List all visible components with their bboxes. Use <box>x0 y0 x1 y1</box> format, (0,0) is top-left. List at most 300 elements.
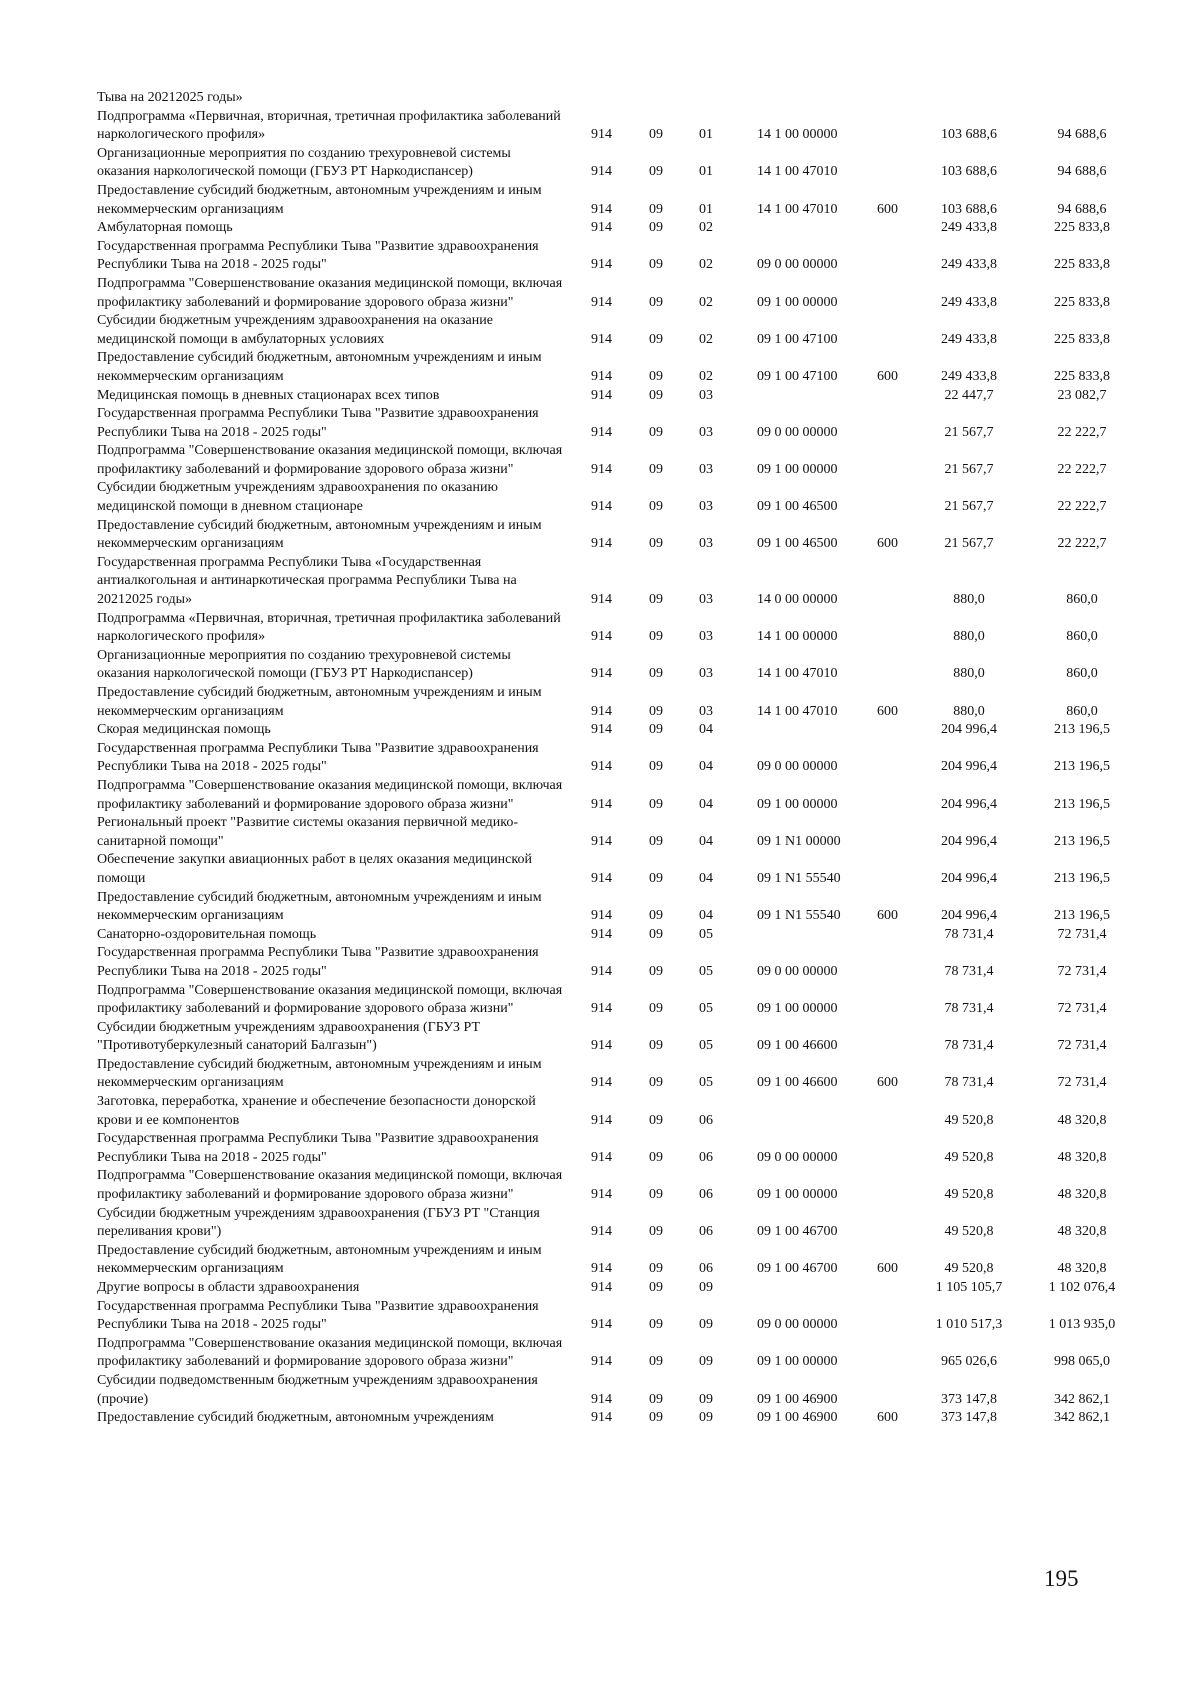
subsection-code-cell: 04 <box>699 833 713 849</box>
amount-year1-cell: 49 520,8 <box>944 1112 994 1128</box>
amount-year1-cell: 204 996,4 <box>941 870 997 886</box>
table-row <box>97 944 1132 981</box>
subsection-code-cell: 04 <box>699 870 713 886</box>
amount-year2-cell: 225 833,8 <box>1054 294 1110 310</box>
row-description: Медицинская помощь в дневных стационарах всех типов <box>97 387 440 403</box>
table-row <box>97 740 1132 777</box>
subsection-code-cell: 05 <box>699 1001 713 1017</box>
row-description: Субсидии бюджетным учреждениям здравоохранения по оказанию медицинской помощи в дневном стационаре <box>97 480 498 515</box>
amount-year2-cell: 225 833,8 <box>1054 368 1110 384</box>
amount-year1-cell: 49 520,8 <box>944 1149 994 1165</box>
subsection-code-cell: 05 <box>699 926 713 942</box>
row-description: Обеспечение закупки авиационных работ в целях оказания медицинской помощи <box>97 852 532 886</box>
target-article-cell: 14 0 00 00000 <box>757 592 838 608</box>
row-description: Подпрограмма «Первичная, вторичная, третичная профилактика заболеваний наркологического профиля» <box>97 610 561 645</box>
ministry-code-cell: 914 <box>591 796 612 812</box>
ministry-code-cell: 914 <box>591 461 612 477</box>
table-row <box>97 554 1132 610</box>
target-article-cell: 09 0 00 00000 <box>757 759 838 775</box>
section-code-cell: 09 <box>649 1112 663 1128</box>
amount-year1-cell: 78 731,4 <box>944 1001 994 1017</box>
table-row <box>97 777 1132 814</box>
amount-year1-cell: 103 688,6 <box>941 201 997 217</box>
subsection-code-cell: 02 <box>699 331 713 347</box>
section-code-cell: 09 <box>649 331 663 347</box>
table-row <box>97 442 1132 479</box>
ministry-code-cell: 914 <box>591 926 612 942</box>
ministry-code-cell: 914 <box>591 164 612 180</box>
row-description: Другие вопросы в области здравоохранения <box>97 1280 360 1295</box>
row-description: Предоставление субсидий бюджетным, автономным учреждениям и иным некоммерческим организациям <box>97 889 542 924</box>
section-code-cell: 09 <box>649 461 663 477</box>
table-row <box>97 387 1132 406</box>
section-code-cell: 09 <box>649 1317 663 1333</box>
subsection-code-cell: 05 <box>699 963 713 979</box>
row-description: Государственная программа Республики Тыва "Развитие здравоохранения Республики Тыва на 2018 - 2025 годы" <box>97 406 539 440</box>
subsection-code-cell: 09 <box>699 1280 713 1295</box>
page-number: 195 <box>1044 1566 1079 1591</box>
expense-type-cell: 600 <box>877 1410 898 1426</box>
amount-year2-cell: 213 196,5 <box>1054 870 1110 886</box>
amount-year1-cell: 880,0 <box>953 592 985 608</box>
subsection-code-cell: 03 <box>699 703 713 719</box>
amount-year2-cell: 225 833,8 <box>1054 331 1110 347</box>
subsection-code-cell: 03 <box>699 629 713 645</box>
target-article-cell: 09 0 00 00000 <box>757 1149 838 1165</box>
subsection-code-cell: 02 <box>699 220 713 236</box>
table-row <box>97 1335 1132 1372</box>
amount-year2-cell: 48 320,8 <box>1057 1112 1107 1128</box>
table-row <box>97 610 1132 647</box>
target-article-cell: 09 1 00 47100 <box>757 368 838 384</box>
subsection-code-cell: 02 <box>699 294 713 310</box>
section-code-cell: 09 <box>649 1001 663 1017</box>
row-description: Предоставление субсидий бюджетным, автономным учреждениям и иным некоммерческим организациям <box>97 1056 542 1091</box>
section-code-cell: 09 <box>649 870 663 886</box>
target-article-cell: 14 1 00 47010 <box>757 164 838 180</box>
table-row <box>97 517 1132 554</box>
amount-year1-cell: 204 996,4 <box>941 833 997 849</box>
amount-year1-cell: 21 567,7 <box>944 536 994 552</box>
target-article-cell: 09 1 00 47100 <box>757 331 838 347</box>
amount-year2-cell: 22 222,7 <box>1057 461 1107 477</box>
section-code-cell: 09 <box>649 1149 663 1165</box>
target-article-cell: 14 1 00 00000 <box>757 127 838 143</box>
ministry-code-cell: 914 <box>591 201 612 217</box>
target-article-cell: 09 1 00 00000 <box>757 1001 838 1017</box>
section-code-cell: 09 <box>649 368 663 384</box>
table-row <box>97 1130 1132 1167</box>
table-row <box>97 349 1132 386</box>
row-description: Скорая медицинская помощь <box>97 722 271 738</box>
amount-year2-cell: 94 688,6 <box>1057 164 1107 180</box>
amount-year2-cell: 23 082,7 <box>1057 387 1107 403</box>
amount-year2-cell: 72 731,4 <box>1057 963 1107 979</box>
amount-year1-cell: 78 731,4 <box>944 926 994 942</box>
amount-year2-cell: 213 196,5 <box>1054 833 1110 849</box>
subsection-code-cell: 03 <box>699 592 713 608</box>
amount-year1-cell: 880,0 <box>953 629 985 645</box>
section-code-cell: 09 <box>649 536 663 552</box>
row-description: Государственная программа Республики Тыва «Государственная антиалкогольная и антинаркотическая программа Республики Тыва на 20212025 годы» <box>97 554 517 608</box>
table-row <box>97 89 1132 108</box>
amount-year1-cell: 249 433,8 <box>941 368 997 384</box>
amount-year1-cell: 21 567,7 <box>944 424 994 440</box>
ministry-code-cell: 914 <box>591 1112 612 1128</box>
row-description: Амбулаторная помощь <box>97 220 233 236</box>
subsection-code-cell: 06 <box>699 1224 713 1240</box>
table-row <box>97 721 1132 740</box>
amount-year1-cell: 49 520,8 <box>944 1261 994 1277</box>
table-row <box>97 684 1132 721</box>
table-row <box>97 1372 1132 1409</box>
amount-year2-cell: 860,0 <box>1066 629 1098 645</box>
expense-type-cell: 600 <box>877 1075 898 1091</box>
row-description: Субсидии бюджетным учреждениям здравоохранения на оказание медицинской помощи в амбулаторных условиях <box>97 313 493 347</box>
table-row <box>97 145 1132 182</box>
subsection-code-cell: 01 <box>699 164 713 180</box>
amount-year2-cell: 860,0 <box>1066 592 1098 608</box>
amount-year1-cell: 880,0 <box>953 666 985 682</box>
target-article-cell: 09 1 00 00000 <box>757 1354 838 1370</box>
ministry-code-cell: 914 <box>591 257 612 273</box>
target-article-cell: 09 1 00 46700 <box>757 1224 838 1240</box>
section-code-cell: 09 <box>649 1224 663 1240</box>
section-code-cell: 09 <box>649 499 663 515</box>
amount-year2-cell: 342 862,1 <box>1054 1410 1110 1426</box>
table-row <box>97 479 1132 516</box>
table-row <box>97 405 1132 442</box>
target-article-cell: 14 1 00 00000 <box>757 629 838 645</box>
ministry-code-cell: 914 <box>591 963 612 979</box>
ministry-code-cell: 914 <box>591 1354 612 1370</box>
section-code-cell: 09 <box>649 387 663 403</box>
section-code-cell: 09 <box>649 963 663 979</box>
amount-year2-cell: 48 320,8 <box>1057 1261 1107 1277</box>
row-description: Предоставление субсидий бюджетным, автономным учреждениям и иным некоммерческим организациям <box>97 350 542 384</box>
table-row <box>97 1409 1132 1428</box>
section-code-cell: 09 <box>649 926 663 942</box>
subsection-code-cell: 09 <box>699 1410 713 1426</box>
expense-type-cell: 600 <box>877 908 898 924</box>
subsection-code-cell: 04 <box>699 722 713 738</box>
amount-year1-cell: 880,0 <box>953 703 985 719</box>
ministry-code-cell: 914 <box>591 1149 612 1165</box>
amount-year2-cell: 72 731,4 <box>1057 1075 1107 1091</box>
section-code-cell: 09 <box>649 1280 663 1295</box>
amount-year1-cell: 1 010 517,3 <box>935 1317 1003 1333</box>
ministry-code-cell: 914 <box>591 833 612 849</box>
ministry-code-cell: 914 <box>591 1280 612 1295</box>
amount-year1-cell: 965 026,6 <box>941 1354 997 1370</box>
row-description: Санаторно-оздоровительная помощь <box>97 926 317 942</box>
amount-year2-cell: 94 688,6 <box>1057 127 1107 143</box>
target-article-cell: 14 1 00 47010 <box>757 666 838 682</box>
amount-year2-cell: 48 320,8 <box>1057 1224 1107 1240</box>
target-article-cell: 09 0 00 00000 <box>757 257 838 273</box>
ministry-code-cell: 914 <box>591 127 612 143</box>
row-description: Предоставление субсидий бюджетным, автономным учреждениям <box>97 1410 494 1426</box>
table-row <box>97 275 1132 312</box>
amount-year2-cell: 342 862,1 <box>1054 1391 1110 1407</box>
target-article-cell: 09 1 00 46500 <box>757 536 838 552</box>
amount-year2-cell: 225 833,8 <box>1054 257 1110 273</box>
table-row <box>97 814 1132 851</box>
ministry-code-cell: 914 <box>591 870 612 886</box>
table-row <box>97 238 1132 275</box>
amount-year2-cell: 72 731,4 <box>1057 1038 1107 1054</box>
expense-type-cell: 600 <box>877 1261 898 1277</box>
amount-year1-cell: 49 520,8 <box>944 1187 994 1203</box>
ministry-code-cell: 914 <box>591 536 612 552</box>
amount-year1-cell: 373 147,8 <box>941 1410 997 1426</box>
row-description: Подпрограмма "Совершенствование оказания медицинской помощи, включая профилактику заболеваний и формирование здорового образа жизни" <box>97 982 563 1017</box>
subsection-code-cell: 01 <box>699 201 713 217</box>
amount-year2-cell: 1 013 935,0 <box>1048 1317 1116 1333</box>
amount-year2-cell: 22 222,7 <box>1057 499 1107 515</box>
amount-year1-cell: 78 731,4 <box>944 1075 994 1091</box>
amount-year1-cell: 49 520,8 <box>944 1224 994 1240</box>
target-article-cell: 09 1 00 00000 <box>757 294 838 310</box>
amount-year2-cell: 213 196,5 <box>1054 722 1110 738</box>
row-description: Региональный проект "Развитие системы оказания первичной медико-санитарной помощи" <box>97 815 519 849</box>
ministry-code-cell: 914 <box>591 759 612 775</box>
ministry-code-cell: 914 <box>591 1038 612 1054</box>
target-article-cell: 09 1 N1 55540 <box>757 908 841 924</box>
budget-table <box>97 89 1132 1428</box>
target-article-cell: 14 1 00 47010 <box>757 201 838 217</box>
section-code-cell: 09 <box>649 164 663 180</box>
table-row <box>97 926 1132 945</box>
amount-year2-cell: 1 102 076,4 <box>1048 1280 1116 1295</box>
expense-type-cell: 600 <box>877 201 898 217</box>
section-code-cell: 09 <box>649 1261 663 1277</box>
amount-year1-cell: 78 731,4 <box>944 963 994 979</box>
subsection-code-cell: 09 <box>699 1317 713 1333</box>
amount-year1-cell: 21 567,7 <box>944 499 994 515</box>
section-code-cell: 09 <box>649 759 663 775</box>
subsection-code-cell: 04 <box>699 908 713 924</box>
amount-year2-cell: 94 688,6 <box>1057 201 1107 217</box>
row-description: Подпрограмма "Совершенствование оказания медицинской помощи, включая профилактику заболеваний и формирование здорового образа жизни" <box>97 275 563 310</box>
amount-year1-cell: 204 996,4 <box>941 908 997 924</box>
table-row <box>97 647 1132 684</box>
ministry-code-cell: 914 <box>591 1075 612 1091</box>
subsection-code-cell: 05 <box>699 1075 713 1091</box>
amount-year1-cell: 103 688,6 <box>941 127 997 143</box>
section-code-cell: 09 <box>649 833 663 849</box>
amount-year1-cell: 373 147,8 <box>941 1391 997 1407</box>
subsection-code-cell: 01 <box>699 127 713 143</box>
row-description: Субсидии подведомственным бюджетным учреждениям здравоохранения (прочие) <box>97 1372 538 1407</box>
row-description: Подпрограмма «Первичная, вторичная, третичная профилактика заболеваний наркологического профиля» <box>97 108 561 143</box>
target-article-cell: 09 1 00 00000 <box>757 796 838 812</box>
row-description: Предоставление субсидий бюджетным, автономным учреждениям и иным некоммерческим организациям <box>97 685 542 719</box>
section-code-cell: 09 <box>649 703 663 719</box>
table-row <box>97 182 1132 219</box>
expense-type-cell: 600 <box>877 368 898 384</box>
amount-year1-cell: 22 447,7 <box>944 387 994 403</box>
row-description: Предоставление субсидий бюджетным, автономным учреждениям и иным некоммерческим организациям <box>97 182 542 217</box>
target-article-cell: 09 1 00 46900 <box>757 1410 838 1426</box>
subsection-code-cell: 03 <box>699 666 713 682</box>
subsection-code-cell: 04 <box>699 796 713 812</box>
target-article-cell: 09 1 00 46700 <box>757 1261 838 1277</box>
subsection-code-cell: 05 <box>699 1038 713 1054</box>
ministry-code-cell: 914 <box>591 294 612 310</box>
ministry-code-cell: 914 <box>591 592 612 608</box>
table-row <box>97 1093 1132 1130</box>
subsection-code-cell: 03 <box>699 424 713 440</box>
subsection-code-cell: 03 <box>699 461 713 477</box>
ministry-code-cell: 914 <box>591 722 612 738</box>
amount-year2-cell: 48 320,8 <box>1057 1187 1107 1203</box>
amount-year1-cell: 204 996,4 <box>941 722 997 738</box>
section-code-cell: 09 <box>649 592 663 608</box>
target-article-cell: 09 1 00 00000 <box>757 461 838 477</box>
amount-year1-cell: 249 433,8 <box>941 257 997 273</box>
table-row <box>97 312 1132 349</box>
row-description: Подпрограмма "Совершенствование оказания медицинской помощи, включая профилактику заболеваний и формирование здорового образа жизни" <box>97 443 563 477</box>
table-row <box>97 1056 1132 1093</box>
section-code-cell: 09 <box>649 1038 663 1054</box>
section-code-cell: 09 <box>649 257 663 273</box>
ministry-code-cell: 914 <box>591 424 612 440</box>
row-description: Государственная программа Республики Тыва "Развитие здравоохранения Республики Тыва на 2018 - 2025 годы" <box>97 238 539 273</box>
section-code-cell: 09 <box>649 424 663 440</box>
amount-year2-cell: 72 731,4 <box>1057 926 1107 942</box>
amount-year1-cell: 204 996,4 <box>941 759 997 775</box>
amount-year1-cell: 249 433,8 <box>941 331 997 347</box>
expense-type-cell: 600 <box>877 703 898 719</box>
section-code-cell: 09 <box>649 127 663 143</box>
section-code-cell: 09 <box>649 908 663 924</box>
subsection-code-cell: 06 <box>699 1149 713 1165</box>
row-description: Подпрограмма "Совершенствование оказания медицинской помощи, включая профилактику заболеваний и формирование здорового образа жизни" <box>97 1168 563 1203</box>
amount-year2-cell: 72 731,4 <box>1057 1001 1107 1017</box>
table-row <box>97 851 1132 888</box>
amount-year2-cell: 213 196,5 <box>1054 908 1110 924</box>
amount-year2-cell: 213 196,5 <box>1054 796 1110 812</box>
subsection-code-cell: 09 <box>699 1354 713 1370</box>
amount-year2-cell: 213 196,5 <box>1054 759 1110 775</box>
amount-year2-cell: 998 065,0 <box>1054 1354 1110 1370</box>
amount-year1-cell: 78 731,4 <box>944 1038 994 1054</box>
section-code-cell: 09 <box>649 1410 663 1426</box>
row-description: Предоставление субсидий бюджетным, автономным учреждениям и иным некоммерческим организациям <box>97 1242 542 1277</box>
ministry-code-cell: 914 <box>591 1410 612 1426</box>
section-code-cell: 09 <box>649 294 663 310</box>
target-article-cell: 09 1 N1 00000 <box>757 833 841 849</box>
section-code-cell: 09 <box>649 220 663 236</box>
section-code-cell: 09 <box>649 1354 663 1370</box>
amount-year1-cell: 21 567,7 <box>944 461 994 477</box>
amount-year2-cell: 860,0 <box>1066 703 1098 719</box>
ministry-code-cell: 914 <box>591 1001 612 1017</box>
table-row <box>97 1205 1132 1242</box>
ministry-code-cell: 914 <box>591 1187 612 1203</box>
section-code-cell: 09 <box>649 1075 663 1091</box>
table-row <box>97 1279 1132 1298</box>
target-article-cell: 09 1 00 00000 <box>757 1187 838 1203</box>
expense-type-cell: 600 <box>877 536 898 552</box>
table-row <box>97 889 1132 926</box>
amount-year1-cell: 204 996,4 <box>941 796 997 812</box>
ministry-code-cell: 914 <box>591 908 612 924</box>
row-description: Организационные мероприятия по созданию трехуровневой системы оказания наркологической помощи (ГБУЗ РТ Наркодиспансер) <box>97 145 511 180</box>
row-description: Государственная программа Республики Тыва "Развитие здравоохранения Республики Тыва на 2018 - 2025 годы" <box>97 740 539 775</box>
row-description: Подпрограмма "Совершенствование оказания медицинской помощи, включая профилактику заболеваний и формирование здорового образа жизни" <box>97 1335 563 1370</box>
row-description: Субсидии бюджетным учреждениям здравоохранения (ГБУЗ РТ "Противотуберкулезный санаторий Балгазын") <box>97 1019 481 1054</box>
subsection-code-cell: 03 <box>699 499 713 515</box>
subsection-code-cell: 06 <box>699 1261 713 1277</box>
row-description: Предоставление субсидий бюджетным, автономным учреждениям и иным некоммерческим организациям <box>97 517 542 552</box>
amount-year2-cell: 22 222,7 <box>1057 424 1107 440</box>
row-description: Подпрограмма "Совершенствование оказания медицинской помощи, включая профилактику заболеваний и формирование здорового образа жизни" <box>97 777 563 812</box>
amount-year2-cell: 860,0 <box>1066 666 1098 682</box>
ministry-code-cell: 914 <box>591 331 612 347</box>
section-code-cell: 09 <box>649 666 663 682</box>
amount-year2-cell: 22 222,7 <box>1057 536 1107 552</box>
row-description: Государственная программа Республики Тыва "Развитие здравоохранения Республики Тыва на 2018 - 2025 годы" <box>97 1131 539 1165</box>
table-row <box>97 1298 1132 1335</box>
target-article-cell: 09 1 N1 55540 <box>757 870 841 886</box>
target-article-cell: 14 1 00 47010 <box>757 703 838 719</box>
subsection-code-cell: 02 <box>699 257 713 273</box>
subsection-code-cell: 03 <box>699 387 713 403</box>
subsection-code-cell: 09 <box>699 1391 713 1407</box>
target-article-cell: 09 0 00 00000 <box>757 424 838 440</box>
subsection-code-cell: 03 <box>699 536 713 552</box>
row-description: Организационные мероприятия по созданию трехуровневой системы оказания наркологической помощи (ГБУЗ РТ Наркодиспансер) <box>97 647 511 682</box>
row-description: Субсидии бюджетным учреждениям здравоохранения (ГБУЗ РТ "Станция переливания крови") <box>97 1205 540 1240</box>
amount-year1-cell: 249 433,8 <box>941 294 997 310</box>
subsection-code-cell: 04 <box>699 759 713 775</box>
ministry-code-cell: 914 <box>591 368 612 384</box>
row-description: Государственная программа Республики Тыва "Развитие здравоохранения Республики Тыва на 2018 - 2025 годы" <box>97 945 539 979</box>
ministry-code-cell: 914 <box>591 1317 612 1333</box>
ministry-code-cell: 914 <box>591 1391 612 1407</box>
table-row <box>97 1019 1132 1056</box>
target-article-cell: 09 1 00 46600 <box>757 1075 838 1091</box>
ministry-code-cell: 914 <box>591 499 612 515</box>
section-code-cell: 09 <box>649 796 663 812</box>
ministry-code-cell: 914 <box>591 666 612 682</box>
table-row <box>97 219 1132 238</box>
section-code-cell: 09 <box>649 201 663 217</box>
subsection-code-cell: 02 <box>699 368 713 384</box>
table-row <box>97 1242 1132 1279</box>
section-code-cell: 09 <box>649 722 663 738</box>
amount-year1-cell: 103 688,6 <box>941 164 997 180</box>
row-description: Государственная программа Республики Тыва "Развитие здравоохранения Республики Тыва на 2018 - 2025 годы" <box>97 1298 539 1333</box>
amount-year2-cell: 225 833,8 <box>1054 220 1110 236</box>
ministry-code-cell: 914 <box>591 220 612 236</box>
amount-year1-cell: 249 433,8 <box>941 220 997 236</box>
section-code-cell: 09 <box>649 1391 663 1407</box>
amount-year2-cell: 48 320,8 <box>1057 1149 1107 1165</box>
amount-year1-cell: 1 105 105,7 <box>935 1280 1003 1295</box>
subsection-code-cell: 06 <box>699 1112 713 1128</box>
target-article-cell: 09 1 00 46500 <box>757 499 838 515</box>
row-description: Тыва на 20212025 годы» <box>97 90 243 105</box>
section-code-cell: 09 <box>649 1187 663 1203</box>
ministry-code-cell: 914 <box>591 1224 612 1240</box>
target-article-cell: 09 0 00 00000 <box>757 1317 838 1333</box>
row-description: Заготовка, переработка, хранение и обеспечение безопасности донорской крови и ее компонентов <box>97 1094 536 1128</box>
table-row <box>97 982 1132 1019</box>
ministry-code-cell: 914 <box>591 387 612 403</box>
